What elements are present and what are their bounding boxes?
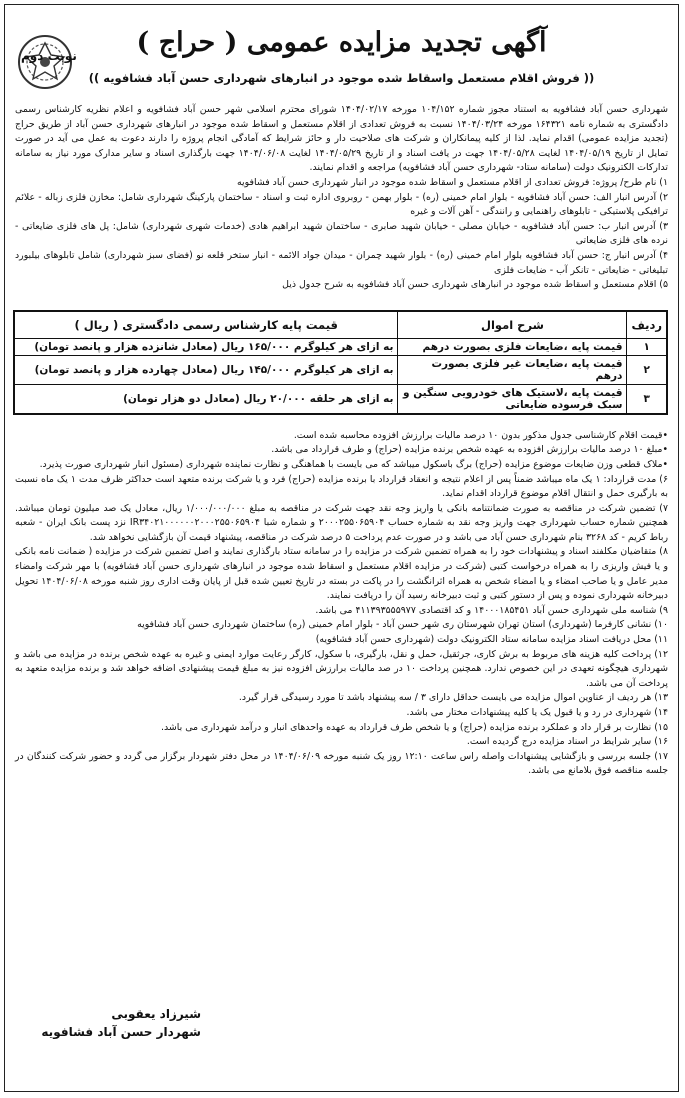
signature-block [21,1005,201,1041]
signer-role: شهردار حسن آباد فشافویه [41,1025,201,1039]
notice-subtitle: (( فروش اقلام مستعمل واسقاط شده موجود در انبارهای شهرداری حسن آباد فشافویه )) [88,71,595,85]
items-table [13,310,668,415]
row-number: ۱ [627,338,667,355]
table-row [14,355,667,384]
list-item: ۹) شناسه ملی شهرداری حسن آباد ۱۴۰۰۰۱۸۵۴۵۱ و کد اقتصادی ۴۱۱۳۹۳۵۵۵۹۷۷ می باشد. [315,604,668,616]
item-price: به ازای هر کیلوگرم ۱۶۵/۰۰۰ ریال (معادل شانزده هزار و پانصد تومان) [14,338,398,355]
notice-title: آگهی تجدید مزایده عمومی ( حراج ) [136,27,547,58]
list-item: ۱۶) سایر شرایط در اسناد مزایده درج گردیده است. [466,736,668,748]
item-description: قیمت پایه ،ضایعات غیر فلزی بصورت درهم [398,355,627,384]
item-price: به ازای هر حلقه ۲۰/۰۰۰ ریال (معادل دو هزار تومان) [14,384,398,414]
list-item: ۱۳) هر ردیف از عناوین اموال مزایده می بایست حداقل دارای ۳ / سه پیشنهاد باشد تا مورد رسیدگی قرار گیرد. [238,692,668,704]
list-item: ۲) آدرس انبار الف: حسن آباد فشافویه - بلوار امام خمینی (ره) - بلوار بهمن - روبروی اداره ثبت و اسناد - ساختمان پارکینگ شهرداری شامل: مخازن فلزی زباله - علائم ترافیکی پلاستیکی - تابلوهای راهنمایی و رانندگی - آهن آلات و غیره [15,191,668,218]
list-item: ۱۴) شهرداری در رد و یا قبول یک یا کلیه پیشنهادات مختار می باشد. [406,707,668,718]
table-row [14,384,667,414]
publication-round-label: نوبت دوم [21,49,77,63]
list-item: ۱۲) پرداخت کلیه هزینه های مربوط به برش کاری، جرثقیل، حمل و نقل، بارگیری، با سکول، کارگر رعایت موارد ایمنی و غیره به عهده شخص برنده در مزایده می باشد و شهرداری هیچگونه تعهدی در این خصوص ندارد. همچنین پرداخت ۱۰ در صد مالیات برارزش افزوده نیز به مبلغ قیمت پیشنهادی اضافه خواهد شد و برنده مزایده متعهد به پرداخت آن می باشد. [15,648,668,689]
column-header-row-number: ردیف [627,311,667,339]
list-item: •قیمت اقلام کارشناسی جدول مذکور بدون ۱۰ درصد مالیات برارزش افزوده محاسبه شده است. [293,429,668,441]
list-item: ۴) آدرس انبار ج: حسن آباد فشافویه بلوار امام خمینی (ره) - بلوار شهید چمران - میدان جواد الائمه - انبار ستخر قلعه نو (فضای سبز شهرداری) شامل تابلوهای بیلبورد تبلیغاتی - ضایعاتی - تانکر آب - ضایعات فلزی [15,249,668,276]
list-item: ۷) تضمین شرکت در مناقصه به صورت ضمانتنامه بانکی یا واریز وجه نقد جهت شرکت در مناقصه به مبلغ ۱/۰۰۰/۰۰۰/۰۰۰ ریال، معادل یک صد میلیون تومان میباشد. همچنین شماره حساب شهرداری جهت واریز وجه نقد به شماره حساب ۲۰۰۰۲۵۵۰۶۵۹۰۴ و شماره شبا IR۳۴۰۲۱۰۰۰۰۰۰۲۰۰۰۲۵۵۰۶۵۹۰۴ نزد پست بانک ایران - شعبه رباط کریم - کد ۳۲۶۸ بنام شهرداری حسن آباد می باشد و در صورت عدم پرداخت ۵ درصد شرکت در مناقصه، پیشنهاد قیمت آن بازگشایی نخواهد شد. [15,502,669,543]
signer-name: شیرزاد یعقوبی [111,1007,201,1021]
notice-header [5,5,678,97]
list-item: ۳) آدرس انبار ب: حسن آباد فشافویه - خیابان مصلی - خیابان شهید صابری - ساختمان شهید ابراهیم هادی (خدمات شهری شهرداری) شامل: پل های فلزی ضایعاتی - نرده های فلزی ضایعاتی [15,220,668,247]
item-description: قیمت پایه ،ضایعات فلزی بصورت درهم [398,338,627,355]
column-header-base-price: قیمت پایه کارشناس رسمی دادگستری ( ریال ) [14,311,398,339]
table-header-row [14,311,667,339]
intro-paragraph: شهرداری حسن آباد فشافویه به استناد مجوز شماره ۱۰۴/۱۵۲ مورخه ۱۴۰۴/۰۲/۱۷ شورای محترم اسلامی شهر حسن آباد فشافویه و اعلام نظریه کارشناس رسمی دادگستری به شماره نامه ۱۶۴۳۲۱ مورخه ۱۴۰۴/۰۳/۲۴ نسبت به فروش تعدادی از اقلام مستعمل و اسقاط شده موجود در انبارهای شهرداری حسن آباد از طریق حراج (تجدید مزایده عمومی) اقدام نماید. لذا از کلیه پیمانکاران و شرکت های صلاحیت دار و حائز شرایط که آمادگی انجام پروژه را دارند دعوت به عمل می آید در صورت تمایل از تاریخ ۱۴۰۴/۰۵/۱۹ لغایت ۱۴۰۴/۰۵/۲۸ جهت در یافت اسناد و از تاریخ ۱۴۰۴/۰۵/۲۹ لغایت ۱۴۰۴/۰۶/۰۸ جهت بارگذاری اسناد و سایر مدارک مورد نیاز به سامانه تدارکات الکترونیک دولت (سامانه ستاد- شهرداری حسن آباد فشافویه) مراجعه و اقدام نمایند. [15,104,669,174]
row-number: ۲ [627,355,667,384]
list-item: ۱۱) محل دریافت اسناد مزایده سامانه ستاد الکترونیک دولت (شهرداری حسن آباد فشافویه) [315,634,668,646]
list-item: ۶) مدت قرارداد: ۱ یک ماه میباشد ضمناً پس از اعلام نتیجه و انعقاد قرارداد با برنده مزایده (حراج) فرد و یا شرکت برنده متعهد است حداکثر ظرف مدت ۱ یک ماه نسبت به بارگیری حمل و انتقال اقلام موضوع قرارداد اقدام نماید. [15,473,668,500]
item-price: به ازای هر کیلوگرم ۱۴۵/۰۰۰ ریال (معادل چهارده هزار و پانصد تومان) [14,355,398,384]
list-item: •مبلغ ۱۰ درصد مالیات برارزش افزوده به عهده شخص برنده مزایده (حراج) و طرف قرارداد می باشد. [271,444,668,456]
list-item: ۱۷) جلسه بررسی و بازگشایی پیشنهادات واصله راس ساعت ۱۲:۱۰ روز یک شنبه مورخه ۱۴۰۴/۰۶/۰۹ در محل دفتر شهردار برگزار می گردد و حضور شرکت کنندگان در جلسه مناقصه فوق بلامانع می باشد. [15,750,668,777]
row-number: ۳ [627,384,667,414]
column-header-description: شرح اموال [398,311,627,339]
list-item: ۸) متقاضیان مکلفند اسناد و پیشنهادات خود را به همراه تضمین شرکت در مزایده را در سامانه ستاد بارگذاری نمایند و اصل تضمین شرکت در مزایده ( ضمانت نامه بانکی و یا فیش واریزی را به همراه درخواست کتبی (شرکت در مزایده اقلام مستعمل و اسقاط شده موجود در انبارهای شهرداری حسن آباد فشافویه) با مهر شرکت وامضاء مدیر عامل و یا صاحب امضاء و یا امضاء شخص به همراه اثرانگشت را در پاکت در بسته در تاریخ تعیین شده قبل از پایان وقت اداری روز شنبه مورخه ۱۴۰۴/۰۶/۰۸ تحویل دبیرخانه شهرداری نموده و پس از دستور کتبی و ثبت دبیرخانه رسید آن را دریافت نمایند. [15,546,668,602]
table-row [14,338,667,355]
conditions-list [15,429,668,779]
project-details-list [15,176,668,293]
list-item: ۱) نام طرح/ پروژه: فروش تعدادی از اقلام مستعمل و اسقاط شده موجود در انبار شهرداری حسن آباد فشافویه [237,176,668,188]
list-item: •ملاک قطعی وزن ضایعات موضوع مزایده (حراج) برگ باسکول میباشد که می بایست با هماهنگی و نظارت نماینده شهرداری (مسئول انبار شهرداری صورت پذیرد. [39,458,668,470]
item-description: قیمت پایه ،لاستیک های خودرویی سنگین و سبک فرسوده ضایعاتی [398,384,627,414]
notice-frame [4,4,679,1092]
list-item: ۱۵) نظارت بر قرار داد و عملکرد برنده مزایده (حراج) و یا شخص طرف قرارداد به عهده واحدهای انبار و درآمد شهرداری می باشد. [161,721,668,733]
list-item: ۵) اقلام مستعمل و اسقاط شده موجود در انبارهای شهرداری حسن آباد فشافویه به شرح جدول ذیل [282,279,668,291]
list-item: ۱۰) نشانی کارفرما (شهرداری) استان تهران شهرستان ری شهر حسن آباد - بلوار امام خمینی (ره) ساختمان شهرداری حسن آباد فشافویه [137,619,668,631]
